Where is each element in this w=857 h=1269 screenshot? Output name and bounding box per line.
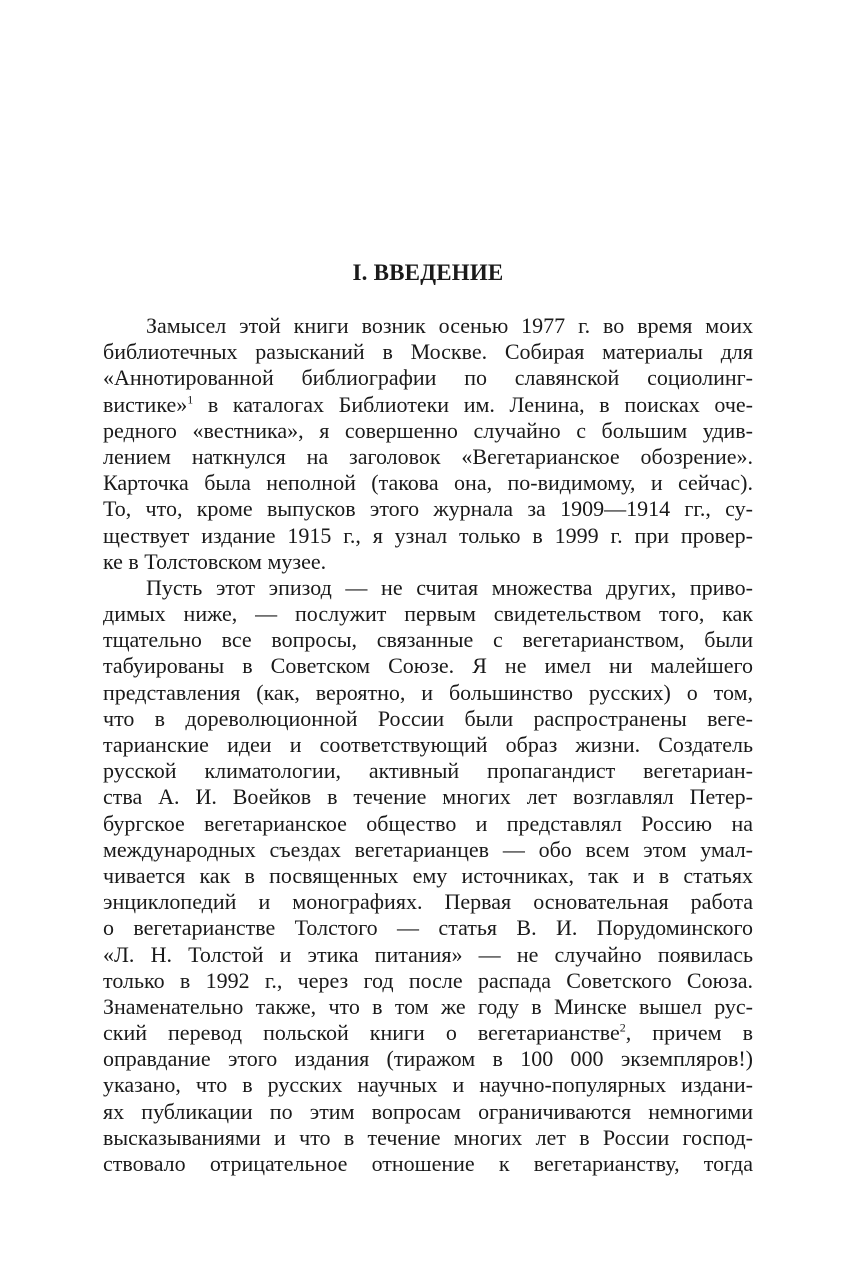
text-line	[103, 601, 753, 627]
text-line-content: бургское вегетарианское общество и представлял Россию на	[103, 810, 753, 836]
text-line	[103, 444, 753, 470]
text-line	[103, 837, 753, 863]
text-line-continuation: в каталогах Библиотеки им. Ленина, в поисках оче-	[193, 391, 753, 417]
text-line	[103, 994, 753, 1020]
chapter-title: I. ВВЕДЕНИЕ	[352, 260, 504, 285]
text-line-content: энциклопедий и монографиях. Первая основательная работа	[103, 889, 753, 915]
text-line-content: вистике»	[103, 391, 188, 417]
text-line	[103, 392, 753, 418]
text-line-content: «Аннотированной библиографии по славянской социолинг-	[103, 365, 753, 391]
text-line-content: лением наткнулся на заголовок «Вегетарианское обозрение».	[103, 443, 753, 469]
text-line-content: библиотечных разысканий в Москве. Собирая материалы для	[103, 339, 753, 365]
text-line	[103, 1125, 753, 1151]
text-line	[103, 365, 753, 391]
footnote-marker[interactable]: 1	[187, 392, 194, 407]
text-line	[103, 1151, 753, 1177]
text-line-content: Знаменательно также, что в том же году в Минске вышел рус-	[103, 993, 753, 1019]
text-line-content: представления (как, вероятно, и большинство русских) о том,	[103, 679, 753, 705]
text-line	[103, 968, 753, 994]
text-line	[103, 313, 753, 339]
text-line	[103, 627, 753, 653]
text-line-content: То, что, кроме выпусков этого журнала за 1909—1914 гг., су-	[103, 496, 753, 522]
text-line-content: чивается как в посвященных ему источниках, так и в статьях	[103, 862, 753, 888]
text-line	[103, 653, 753, 679]
text-line	[103, 732, 753, 758]
text-line-content: Карточка была неполной (такова она, по-видимому, и сейчас).	[103, 470, 753, 496]
text-line	[103, 706, 753, 732]
text-line	[103, 1020, 753, 1046]
text-line-content: оправдание этого издания (тиражом в 100 000 экземпляров!)	[103, 1046, 753, 1072]
text-line-continuation: , причем в	[625, 1020, 754, 1046]
text-line	[103, 784, 753, 810]
text-line-content: тщательно все вопросы, связанные с вегетарианством, были	[103, 627, 753, 653]
text-line	[103, 758, 753, 784]
text-line-content: ствовало отрицательное отношение к вегетарианству, тогда	[103, 1151, 753, 1176]
text-line-content: что в дореволюционной России были распространены веге-	[103, 705, 753, 731]
text-line-content: о вегетарианстве Толстого — статья В. И. Порудоминского	[103, 915, 753, 941]
body-text	[103, 313, 753, 1177]
text-line	[103, 915, 753, 941]
text-line	[103, 496, 753, 522]
text-line	[103, 811, 753, 837]
text-line-content: ства А. И. Воейков в течение многих лет возглавлял Петер-	[103, 784, 753, 810]
text-line-content: Пусть этот эпизод — не считая множества других, приво-	[146, 574, 753, 600]
text-line-content: ях публикации по этим вопросам ограничиваются немногими	[103, 1098, 753, 1124]
text-line-content: ский перевод польской книги о вегетарианстве	[103, 1020, 620, 1046]
text-line-content: табуированы в Советском Союзе. Я не имел ни малейшего	[103, 653, 753, 679]
text-line	[103, 575, 753, 601]
text-line-content: редного «вестника», я совершенно случайно с большим удив-	[103, 417, 753, 443]
text-line	[103, 863, 753, 889]
text-line	[103, 1072, 753, 1098]
text-line	[103, 418, 753, 444]
text-line-content: указано, что в русских научных и научно-популярных издани-	[103, 1072, 753, 1098]
text-line	[103, 1099, 753, 1125]
footnote-marker[interactable]: 2	[619, 1020, 626, 1035]
text-line	[103, 339, 753, 365]
text-line-content: ке в Толстовском музее.	[103, 548, 327, 574]
text-line-content: Замысел этой книги возник осенью 1977 г. во время моих	[146, 313, 753, 338]
text-line	[103, 523, 753, 549]
text-line-content: русской климатологии, активный пропагандист вегетариан-	[103, 758, 753, 784]
text-line-content: «Л. Н. Толстой и этика питания» — не случайно появилась	[103, 941, 753, 967]
text-line	[103, 942, 753, 968]
text-line-content: высказываниями и что в течение многих лет в России господ-	[103, 1124, 753, 1150]
text-line	[103, 470, 753, 496]
text-line	[103, 680, 753, 706]
text-line-content: тарианские идеи и соответствующий образ жизни. Создатель	[103, 732, 753, 757]
text-line	[103, 889, 753, 915]
text-line	[103, 549, 753, 575]
text-line-content: только в 1992 г., через год после распада Советского Союза.	[103, 967, 753, 993]
text-line	[103, 1046, 753, 1072]
text-line-content: димых ниже, — послужит первым свидетельством того, как	[103, 601, 753, 627]
text-line-content: международных съездах вегетарианцев — обо всем этом умал-	[103, 836, 753, 862]
text-line-content: ществует издание 1915 г., я узнал только в 1999 г. при провер-	[103, 522, 753, 548]
